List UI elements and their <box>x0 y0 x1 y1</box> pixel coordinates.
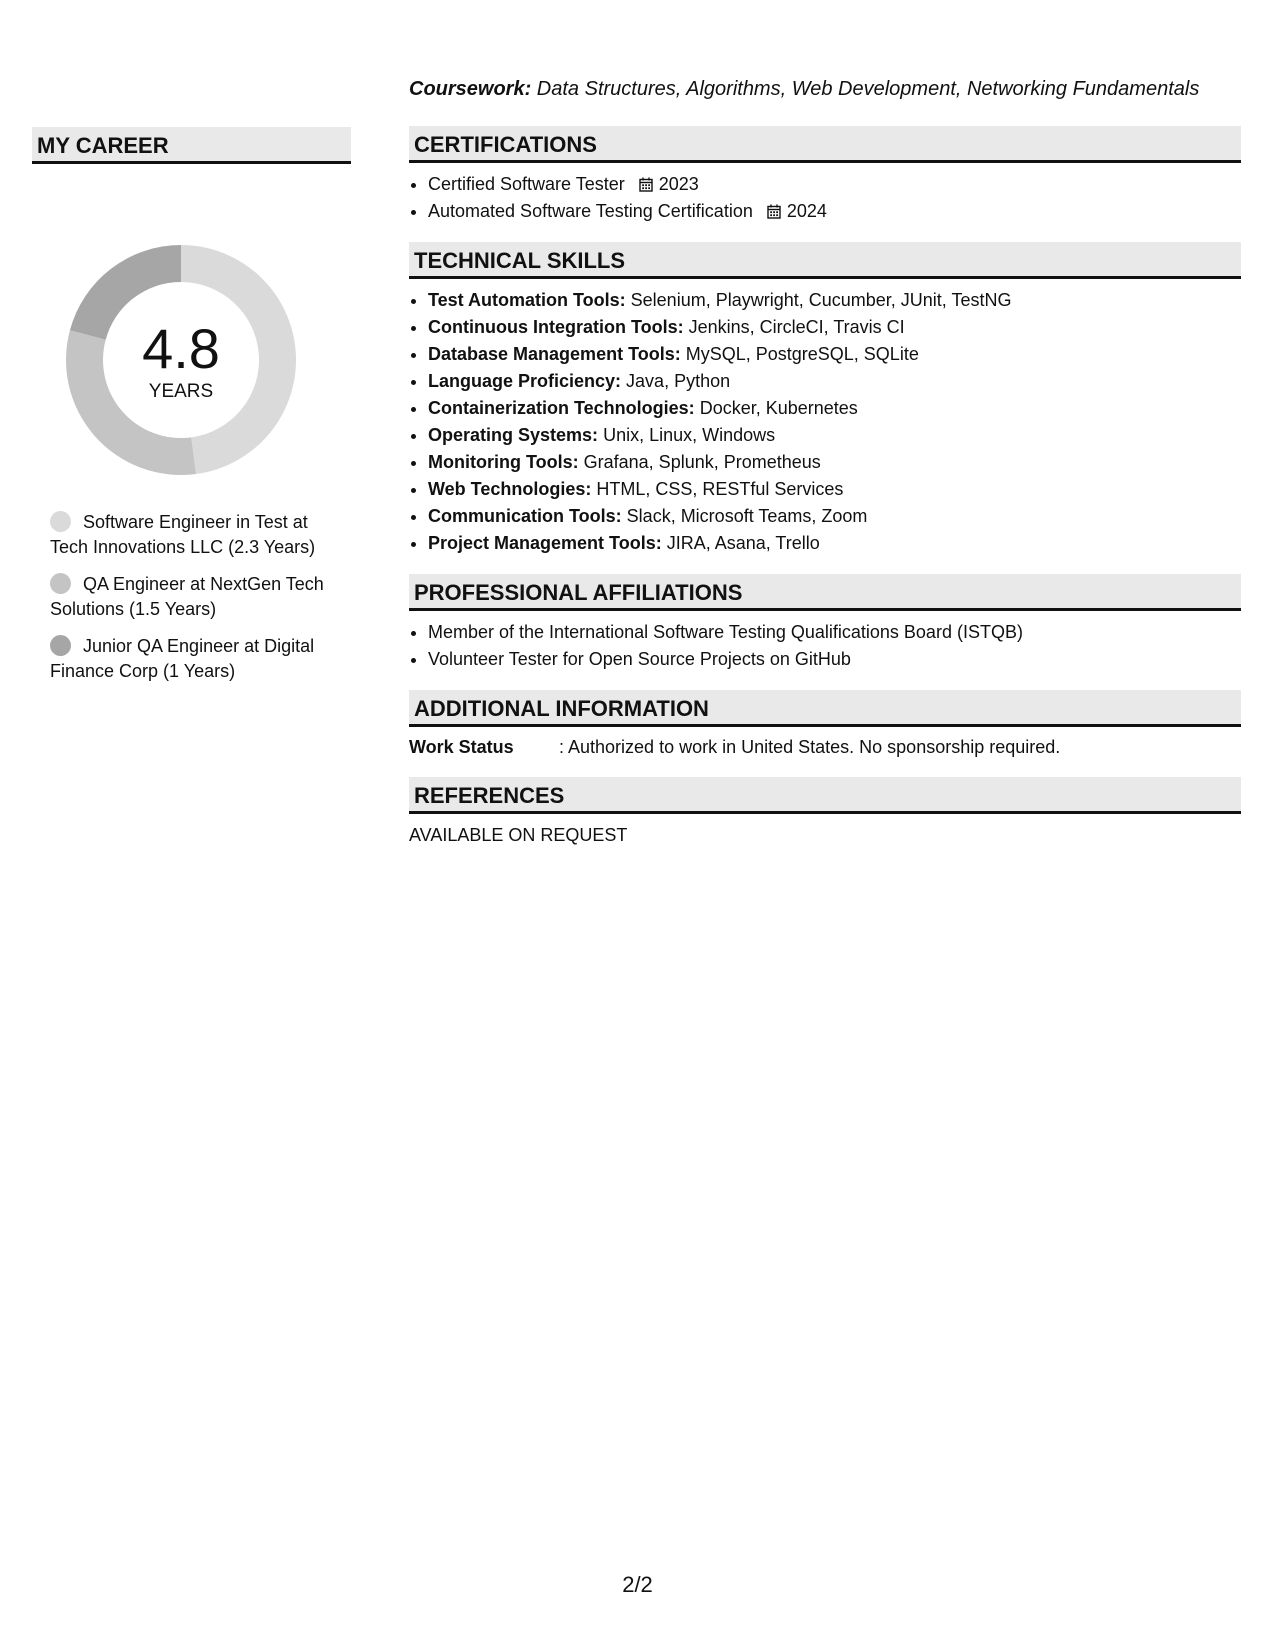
skill-item <box>428 449 1241 476</box>
skill-label: Language Proficiency: <box>428 371 622 391</box>
certifications-section <box>409 126 1241 225</box>
affiliation-item: • Volunteer Tester for Open Source Projects on GitHub <box>428 646 1241 673</box>
additional-section <box>409 690 1241 760</box>
calendar-icon <box>767 204 781 219</box>
skill-value: HTML, CSS, RESTful Services <box>591 479 844 499</box>
skills-section <box>409 242 1241 557</box>
career-role-label: QA Engineer at NextGen Tech Solutions (1.5 Years) <box>50 574 324 619</box>
skill-value: MySQL, PostgreSQL, SQLite <box>680 344 919 364</box>
skills-header: TECHNICAL SKILLS <box>409 242 1241 279</box>
skills-list <box>409 287 1241 557</box>
skill-item <box>428 422 1241 449</box>
skill-value: Unix, Linux, Windows <box>598 425 776 445</box>
certification-item <box>428 198 1241 225</box>
career-item <box>50 510 340 560</box>
affiliation-item: • Member of the International Software Testing Qualifications Board (ISTQB) <box>428 619 1241 646</box>
certification-year: 2024 <box>786 201 827 221</box>
career-item <box>50 634 340 684</box>
skill-label: Operating Systems: <box>428 425 599 445</box>
skill-value: Slack, Microsoft Teams, Zoom <box>621 506 868 526</box>
affiliations-list <box>409 619 1241 673</box>
skill-value: Java, Python <box>621 371 731 391</box>
skill-label: Web Technologies: <box>428 479 592 499</box>
career-legend-dot <box>50 573 71 594</box>
skill-value: Grafana, Splunk, Prometheus <box>578 452 821 472</box>
donut-center <box>66 245 296 403</box>
work-status-label: Work Status <box>409 737 514 757</box>
coursework-line <box>409 78 1199 101</box>
career-role-label: Software Engineer in Test at Tech Innovations LLC (2.3 Years) <box>50 512 316 557</box>
affiliations-section <box>409 574 1241 673</box>
coursework-label: Coursework: <box>409 78 532 100</box>
total-years-unit: YEARS <box>148 381 214 402</box>
skill-label: Monitoring Tools: <box>428 452 579 472</box>
career-donut-chart <box>66 245 296 475</box>
career-header: MY CAREER <box>32 127 351 164</box>
certification-name: Automated Software Testing Certification <box>428 201 753 221</box>
skill-label: Project Management Tools: <box>428 533 662 553</box>
skill-item <box>428 503 1241 530</box>
skill-label: Continuous Integration Tools: <box>428 317 684 337</box>
references-header: REFERENCES <box>409 777 1241 814</box>
certification-year: 2023 <box>658 174 699 194</box>
certification-name: Certified Software Tester <box>428 174 625 194</box>
skill-value: Jenkins, CircleCI, Travis CI <box>683 317 905 337</box>
skill-value: Selenium, Playwright, Cucumber, JUnit, TestNG <box>625 290 1012 310</box>
career-legend-dot <box>50 511 71 532</box>
calendar-icon <box>639 177 653 192</box>
career-legend <box>50 510 351 684</box>
career-role-label: Junior QA Engineer at Digital Finance Corp (1 Years) <box>50 636 315 681</box>
references-text: AVAILABLE ON REQUEST <box>409 825 628 845</box>
page-number: 2/2 <box>622 1572 653 1597</box>
main-column <box>409 126 1241 848</box>
skill-item <box>428 341 1241 368</box>
skill-label: Database Management Tools: <box>428 344 681 364</box>
total-years-value: 4.8 <box>142 317 220 380</box>
skill-value: Docker, Kubernetes <box>694 398 858 418</box>
skill-label: Test Automation Tools: <box>428 290 626 310</box>
references-section <box>409 777 1241 848</box>
career-item <box>50 572 340 622</box>
skill-value: JIRA, Asana, Trello <box>661 533 820 553</box>
skill-item <box>428 395 1241 422</box>
work-status-value: : Authorized to work in United States. No sponsorship required. <box>559 737 1061 757</box>
skill-item <box>428 368 1241 395</box>
skill-label: Communication Tools: <box>428 506 622 526</box>
certifications-header: CERTIFICATIONS <box>409 126 1241 163</box>
certifications-list <box>409 171 1241 225</box>
career-legend-dot <box>50 635 71 656</box>
additional-header: ADDITIONAL INFORMATION <box>409 690 1241 727</box>
skill-item <box>428 530 1241 557</box>
skill-label: Containerization Technologies: <box>428 398 695 418</box>
certification-item <box>428 171 1241 198</box>
skill-item <box>428 314 1241 341</box>
skill-item <box>428 287 1241 314</box>
affiliations-header: PROFESSIONAL AFFILIATIONS <box>409 574 1241 611</box>
career-column <box>32 127 351 696</box>
skill-item <box>428 476 1241 503</box>
coursework-text: Data Structures, Algorithms, Web Development, Networking Fundamentals <box>531 78 1200 100</box>
work-status-row <box>409 735 1241 760</box>
